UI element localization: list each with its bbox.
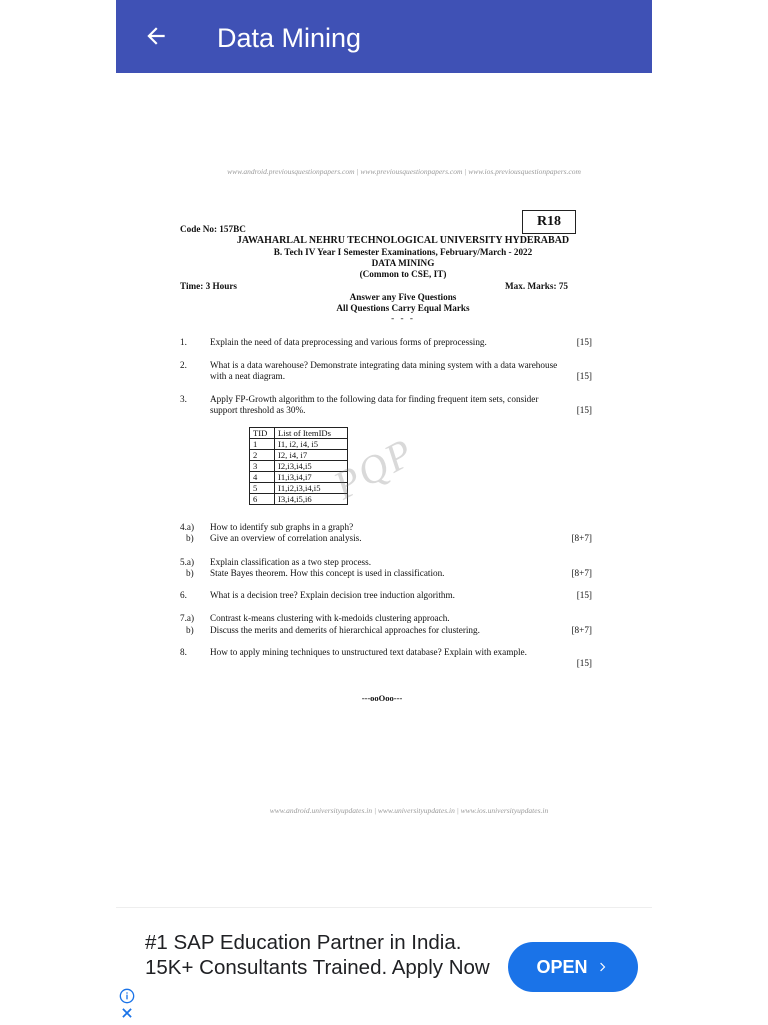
question-number: b) [186,568,194,578]
table-cell: 2 [250,450,275,461]
question-text: Contrast k-means clustering with k-medoids clustering approach. [210,613,450,623]
question-text: Discuss the merits and demerits of hierarchical approaches for clustering. [210,625,480,635]
question-paper [116,73,652,907]
app-bar [116,0,652,73]
ad-open-button[interactable] [508,942,638,992]
table-row [250,494,348,505]
question-text: What is a data warehouse? Demonstrate integrating data mining system with a data warehouse with a neat diagram. [210,360,558,381]
question-number: 5.a) [180,557,195,567]
question-text: How to apply mining techniques to unstructured text database? Explain with example. [210,647,527,657]
page-title: Data Mining [217,23,362,53]
watermark-top: www.android.previousquestionpapers.com | www.previousquestionpapers.com | www.ios.previousquestionpapers.com [227,167,581,176]
question-6 [180,590,600,602]
table-cell: I1, i2, i4, i5 [275,439,348,450]
table-cell: I2,i3,i4,i5 [275,461,348,472]
question-number: 4.a) [180,522,195,532]
table-cell: 4 [250,472,275,483]
column-header: TID [250,428,275,439]
question-marks: [8+7] [571,568,592,578]
question-7a [180,613,600,625]
question-text: Apply FP-Growth algorithm to the following data for finding frequent item sets, consider support threshold as 30%. [210,394,539,415]
table-row [250,450,348,461]
table-cell: 3 [250,461,275,472]
instruction-1: Answer any Five Questions [349,292,457,302]
column-header: List of ItemIDs [275,428,348,439]
question-number: 7.a) [180,613,195,623]
table-cell: 5 [250,483,275,494]
question-text: What is a decision tree? Explain decision tree induction algorithm. [210,590,455,600]
code-number: Code No: 157BC [180,224,246,234]
stamp-watermark: PQP [326,428,422,509]
end-mark: ---ooOoo--- [361,693,403,703]
question-marks: [15] [576,337,592,347]
time-label: Time: 3 Hours [180,281,237,291]
max-marks-label: Max. Marks: 75 [505,281,569,291]
common-to: (Common to CSE, IT) [359,269,447,279]
question-text: State Bayes theorem. How this concept is used in classification. [210,568,445,578]
ad-text[interactable]: #1 SAP Education Partner in India. 15K+ Consultants Trained. Apply Now [145,931,490,979]
arrow-left-icon [143,23,169,49]
question-number: 2. [180,360,187,370]
question-number: b) [186,533,194,543]
table-header-row [250,428,348,439]
question-marks: [8+7] [571,533,592,543]
question-7b [180,625,600,637]
table-row [250,483,348,494]
table-row [250,439,348,450]
question-text: Give an overview of correlation analysis. [210,533,362,543]
question-3 [180,394,600,418]
table-cell: I2, i4, i7 [275,450,348,461]
question-marks: [8+7] [571,625,592,635]
info-icon[interactable] [119,988,135,1004]
table-cell: 6 [250,494,275,505]
document-viewer[interactable] [116,73,652,907]
ad-banner[interactable] [116,907,652,1025]
separator: - - - [391,313,415,323]
question-number: 3. [180,394,187,404]
table-cell: I1,i3,i4,i7 [275,472,348,483]
ad-open-label: OPEN [536,956,588,977]
question-marks: [15] [576,371,592,381]
table-cell: I3,i4,i5,i6 [275,494,348,505]
subject-title: DATA MINING [371,258,435,268]
university-name: JAWAHARLAL NEHRU TECHNOLOGICAL UNIVERSITY HYDERABAD [236,235,570,246]
question-8 [180,647,600,671]
question-number: 1. [180,337,187,347]
question-text: Explain the need of data preprocessing and various forms of preprocessing. [210,337,487,347]
regulation-box: R18 [522,210,576,234]
table-cell: I1,i2,i3,i4,i5 [275,483,348,494]
question-marks: [15] [576,658,592,668]
question-marks: [15] [576,405,592,415]
question-number: 8. [180,647,187,657]
question-text: How to identify sub graphs in a graph? [210,522,354,532]
question-5b [180,568,600,580]
question-number: 6. [180,590,187,600]
question-1 [180,337,600,349]
chevron-right-icon [596,960,610,974]
question-text: Explain classification as a two step process. [210,557,371,567]
question-4b [180,533,600,545]
close-icon[interactable] [120,1006,134,1020]
instruction-2: All Questions Carry Equal Marks [336,303,470,313]
exam-title: B. Tech IV Year I Semester Examinations, February/March - 2022 [273,247,533,257]
question-marks: [15] [576,590,592,600]
back-button[interactable] [136,16,176,56]
watermark-bottom: www.android.universityupdates.in | www.universityupdates.in | www.ios.universityupdates.in [269,806,549,815]
question-2 [180,360,600,384]
question-number: b) [186,625,194,635]
table-cell: 1 [250,439,275,450]
